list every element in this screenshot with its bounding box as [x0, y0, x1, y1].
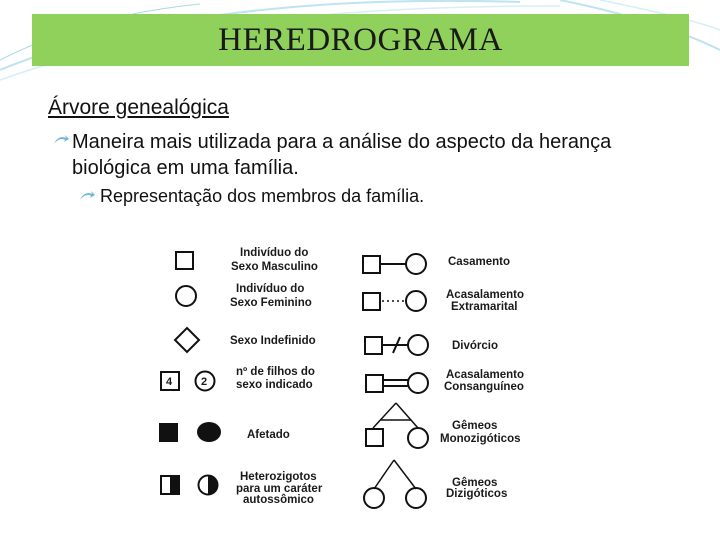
extramarital-label-1: Acasalamento [446, 289, 524, 301]
male-label-1: Indivíduo do [240, 247, 309, 259]
female-label-2: Sexo Feminino [230, 297, 312, 309]
mono-twins-label-2: Monozigóticos [440, 433, 521, 445]
male-count-number: 4 [166, 376, 173, 388]
heterozygous-male-half-fill [170, 476, 179, 494]
bullet-1-text: Maneira mais utilizada para a análise do aspecto da herança biológica em uma família. [72, 131, 612, 179]
children-count-label-2: sexo indicado [236, 379, 313, 391]
undefined-sex-label: Sexo Indefinido [230, 335, 316, 347]
marriage-label: Casamento [448, 256, 510, 268]
divorce-label: Divórcio [452, 340, 499, 352]
slide-title: HEREDROGRAMA [218, 21, 503, 58]
affected-female-circle-icon [197, 422, 221, 442]
affected-male-square-icon [159, 423, 178, 442]
female-label-1: Indivíduo do [236, 283, 305, 295]
consanguineous-label-1: Acasalamento [446, 369, 524, 381]
heterozygous-label-2: para um caráter [236, 483, 323, 495]
mono-twins-label-1: Gêmeos [452, 420, 498, 432]
consanguineous-label-2: Consanguíneo [444, 381, 524, 393]
affected-label: Afetado [247, 429, 290, 441]
male-label-2: Sexo Masculino [231, 261, 318, 273]
bullet-2-text: Representação dos membros da família. [100, 186, 425, 206]
children-count-label-1: nº de filhos do [236, 366, 315, 378]
heterozygous-label-3: autossômico [243, 494, 314, 506]
di-twins-label-1: Gêmeos [452, 477, 498, 489]
di-twins-label-2: Dizigóticos [446, 488, 508, 500]
heterozygous-label-1: Heterozigotos [240, 471, 317, 483]
female-count-number: 2 [201, 376, 208, 388]
extramarital-label-2: Extramarital [451, 301, 518, 313]
section-heading: Árvore genealógica [48, 96, 229, 119]
